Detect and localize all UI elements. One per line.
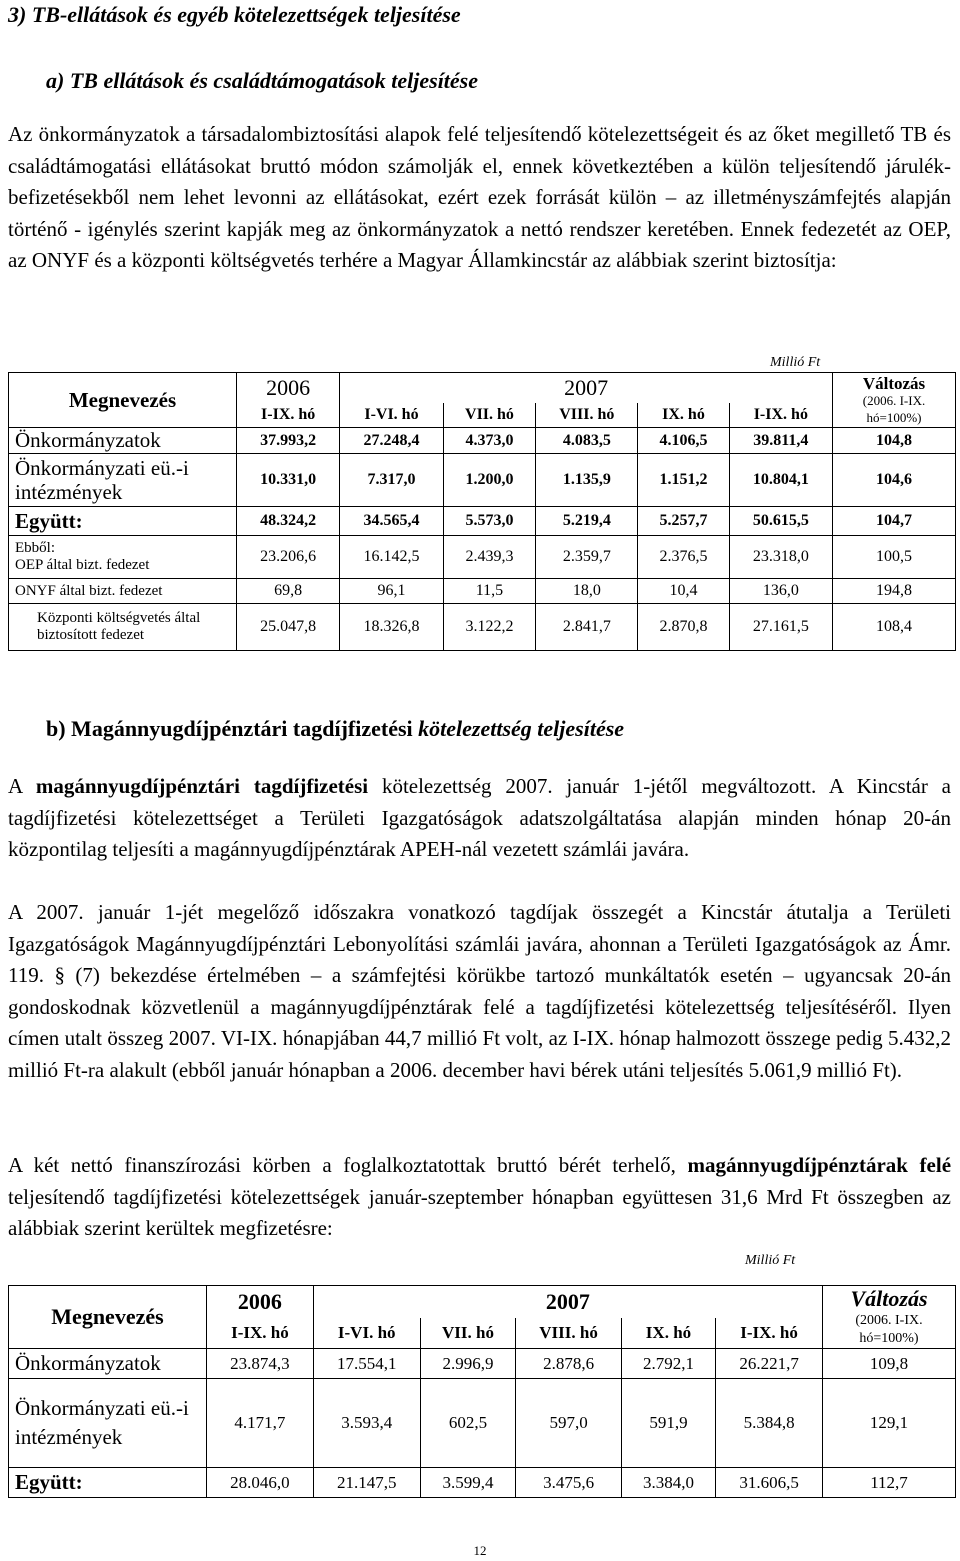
row-label: Önkormányzati eü.-i intézmények	[9, 454, 237, 507]
table-cell: 2.439,3	[443, 536, 536, 579]
table-cell: 194,8	[833, 579, 956, 604]
table-cell: 104,7	[833, 507, 956, 536]
table-row	[9, 428, 956, 454]
table-cell: 2.841,7	[536, 604, 638, 651]
table-cell: 69,8	[237, 579, 340, 604]
paragraph-2-rest: kötelezettség 2007. január 1-jétől megváltozott. A Kincstár a tagdíjfizetési kötelezettséget a Területi Igazgatóságok adatszolgáltatása alapján minden hónap 20-án központilag teljesíti a magánnyugdíjpénztárak APEH-nál vezetett számlái javára.	[8, 774, 951, 861]
table-header-row	[9, 373, 956, 404]
header-change	[833, 373, 956, 428]
row-label: Önkormányzati eü.-i intézmények	[9, 1379, 207, 1468]
table-row	[9, 1468, 956, 1498]
page-number: 12	[473, 1543, 487, 1558]
table-cell: 112,7	[823, 1468, 956, 1498]
table-cell: 31.606,5	[716, 1468, 823, 1498]
period-cell: I-VI. hó	[340, 403, 443, 428]
paragraph-4-start: A két nettó finanszírozási körben a foglalkoztatottak bruttó bérét terhelő,	[8, 1153, 688, 1177]
table-cell: 2.359,7	[536, 536, 638, 579]
header-name: Megnevezés	[9, 373, 237, 428]
paragraph-4	[8, 1150, 951, 1245]
table-cell: 10,4	[638, 579, 729, 604]
table-cell: 23.874,3	[207, 1349, 314, 1379]
table-cell: 28.046,0	[207, 1468, 314, 1498]
header-2006: 2006	[237, 373, 340, 404]
table-cell: 37.993,2	[237, 428, 340, 454]
header-change-title: Változás	[850, 1286, 928, 1311]
table-cell: 10.804,1	[729, 454, 832, 507]
paragraph-4-rest: teljesítendő tagdíjfizetési kötelezettségek január-szeptember hónapban együttesen 31,6 Mrd Ft összegben az alábbiak szerint kerültek megfizetésre:	[8, 1184, 951, 1240]
paragraph-2	[8, 771, 951, 866]
table-cell: 5.257,7	[638, 507, 729, 536]
table-cell: 3.593,4	[313, 1379, 420, 1468]
paragraph-4-bold: magánnyugdíjpénztárak felé	[687, 1153, 952, 1177]
table-row	[9, 1349, 956, 1379]
table-1	[8, 372, 956, 651]
table-cell: 26.221,7	[716, 1349, 823, 1379]
table-cell: 50.615,5	[729, 507, 832, 536]
subsection-heading-a: a) TB ellátások és családtámogatások teljesítése	[46, 68, 479, 93]
paragraph-3: A 2007. január 1-jét megelőző időszakra vonatkozó tagdíjak összegét a Kincstár átutalja a Területi Igazgatóságok Magánnyugdíjpénztári Lebonyolítási számlái javára, ahonnan a Területi Igazgatóságok az Ámr. 119. § (7) bekezdése értelmében – a számfejtési körükbe tartozó munkáltatók esetén – ugyancsak 20-án gondoskodnak közvetlenül a magánnyugdíjpénztárak felé a tagdíjfizetési kötelezettség teljesítéséről. Ilyen címen utalt összeg 2007. VI-IX. hónapjában 44,7 millió Ft volt, az I-IX. hónap halmozott összege pedig 5.432,2 millió Ft-ra alakult (ebből január hónapban a 2006. december havi bérek utáni teljesítés 5.061,9 millió Ft).	[8, 900, 951, 1082]
paragraph-1: Az önkormányzatok a társadalombiztosítási alapok felé teljesítendő kötelezettségeit és az őket megillető TB és családtámogatási ellátásokat bruttó módon számolják el, ennek következtében a külön teljesítendő járulék-befizetésekből nem lehet levonni az ellátásokat, ezért ezek forrását külön – az illetményszámfejtés alapján történő - igénylés szerint kapják meg az önkormányzatok a nettó rendszer keretében. Ennek fedezetét az OEP, az ONYF és a központi költségvetés terhére a Magyar Államkincstár az alábbiak szerint biztosítja:	[8, 122, 951, 272]
header-name: Megnevezés	[9, 1286, 207, 1349]
section-heading: 3) TB-ellátások és egyéb kötelezettségek teljesítése	[8, 2, 461, 27]
table-cell: 48.324,2	[237, 507, 340, 536]
period-cell: I-IX. hó	[716, 1318, 823, 1349]
table-row	[9, 1379, 956, 1468]
table-row	[9, 579, 956, 604]
table-cell: 2.376,5	[638, 536, 729, 579]
period-cell: VII. hó	[420, 1318, 516, 1349]
row-label: Együtt:	[9, 507, 237, 536]
paragraph-2-bold: magánnyugdíjpénztári tagdíjfizetési	[35, 774, 369, 798]
table-row	[9, 604, 956, 651]
table-cell: 18.326,8	[340, 604, 443, 651]
period-cell: VII. hó	[443, 403, 536, 428]
table-cell: 4.373,0	[443, 428, 536, 454]
row-label-prefix: Ebből:	[15, 540, 55, 556]
table-cell: 4.171,7	[207, 1379, 314, 1468]
period-cell: VIII. hó	[516, 1318, 621, 1349]
table-cell: 129,1	[823, 1379, 956, 1468]
unit-label-1: Millió Ft	[770, 355, 821, 370]
table-cell: 10.331,0	[237, 454, 340, 507]
table-cell: 597,0	[516, 1379, 621, 1468]
table-cell: 34.565,4	[340, 507, 443, 536]
row-label: Önkormányzatok	[9, 1349, 207, 1379]
table-header-row	[9, 1286, 956, 1318]
table-cell: 100,5	[833, 536, 956, 579]
table-cell: 5.573,0	[443, 507, 536, 536]
row-label: Együtt:	[9, 1468, 207, 1498]
table-cell: 104,8	[833, 428, 956, 454]
table-cell: 3.475,6	[516, 1468, 621, 1498]
table-cell: 104,6	[833, 454, 956, 507]
table-cell: 602,5	[420, 1379, 516, 1468]
header-change-title: Változás	[862, 373, 926, 393]
table-2	[8, 1285, 956, 1498]
table-cell: 4.106,5	[638, 428, 729, 454]
table-cell: 25.047,8	[237, 604, 340, 651]
table-cell: 2.792,1	[621, 1349, 715, 1379]
table-cell: 23.318,0	[729, 536, 832, 579]
table-row	[9, 536, 956, 579]
table-cell: 11,5	[443, 579, 536, 604]
paragraph-2-start: A	[8, 774, 36, 798]
table-cell: 39.811,4	[729, 428, 832, 454]
table-cell: 1.135,9	[536, 454, 638, 507]
table-cell: 27.161,5	[729, 604, 832, 651]
table-cell: 96,1	[340, 579, 443, 604]
heading-b-italic: kötelezettség teljesítése	[418, 716, 625, 741]
header-change-sub: (2006. I-IX. hó=100%)	[862, 392, 926, 425]
table-cell: 27.248,4	[340, 428, 443, 454]
header-2006: 2006	[207, 1286, 314, 1318]
period-cell: IX. hó	[621, 1318, 715, 1349]
unit-label-2: Millió Ft	[745, 1253, 796, 1268]
table-cell: 108,4	[833, 604, 956, 651]
table-cell: 109,8	[823, 1349, 956, 1379]
table-cell: 3.122,2	[443, 604, 536, 651]
period-cell: VIII. hó	[536, 403, 638, 428]
row-label: OEP által bizt. fedezet	[15, 557, 150, 573]
table-cell: 5.384,8	[716, 1379, 823, 1468]
table-cell: 591,9	[621, 1379, 715, 1468]
table-cell: 21.147,5	[313, 1468, 420, 1498]
header-2007: 2007	[313, 1286, 822, 1318]
header-change-sub: (2006. I-IX. hó=100%)	[855, 1313, 923, 1346]
table-cell: 1.151,2	[638, 454, 729, 507]
subsection-heading-b	[46, 716, 624, 742]
row-label: Központi költségvetés által biztosított fedezet	[9, 604, 237, 651]
table-cell: 17.554,1	[313, 1349, 420, 1379]
table-cell: 2.996,9	[420, 1349, 516, 1379]
table-cell: 7.317,0	[340, 454, 443, 507]
table-cell: 23.206,6	[237, 536, 340, 579]
header-change	[823, 1286, 956, 1349]
period-cell: I-IX. hó	[237, 403, 340, 428]
period-cell: I-VI. hó	[313, 1318, 420, 1349]
table-cell: 18,0	[536, 579, 638, 604]
table-cell: 4.083,5	[536, 428, 638, 454]
table-cell: 16.142,5	[340, 536, 443, 579]
table-cell: 3.384,0	[621, 1468, 715, 1498]
row-label: Önkormányzatok	[9, 428, 237, 454]
table-cell: 2.878,6	[516, 1349, 621, 1379]
table-row	[9, 454, 956, 507]
row-label-cell	[9, 536, 237, 579]
table-row	[9, 507, 956, 536]
heading-b-bold: b) Magánnyugdíjpénztári tagdíjfizetési	[46, 716, 419, 741]
table-cell: 136,0	[729, 579, 832, 604]
period-cell: I-IX. hó	[207, 1318, 314, 1349]
period-cell: IX. hó	[638, 403, 729, 428]
table-cell: 5.219,4	[536, 507, 638, 536]
row-label: ONYF által bizt. fedezet	[9, 579, 237, 604]
table-cell: 3.599,4	[420, 1468, 516, 1498]
header-2007: 2007	[340, 373, 833, 404]
period-cell: I-IX. hó	[729, 403, 832, 428]
table-cell: 1.200,0	[443, 454, 536, 507]
table-cell: 2.870,8	[638, 604, 729, 651]
